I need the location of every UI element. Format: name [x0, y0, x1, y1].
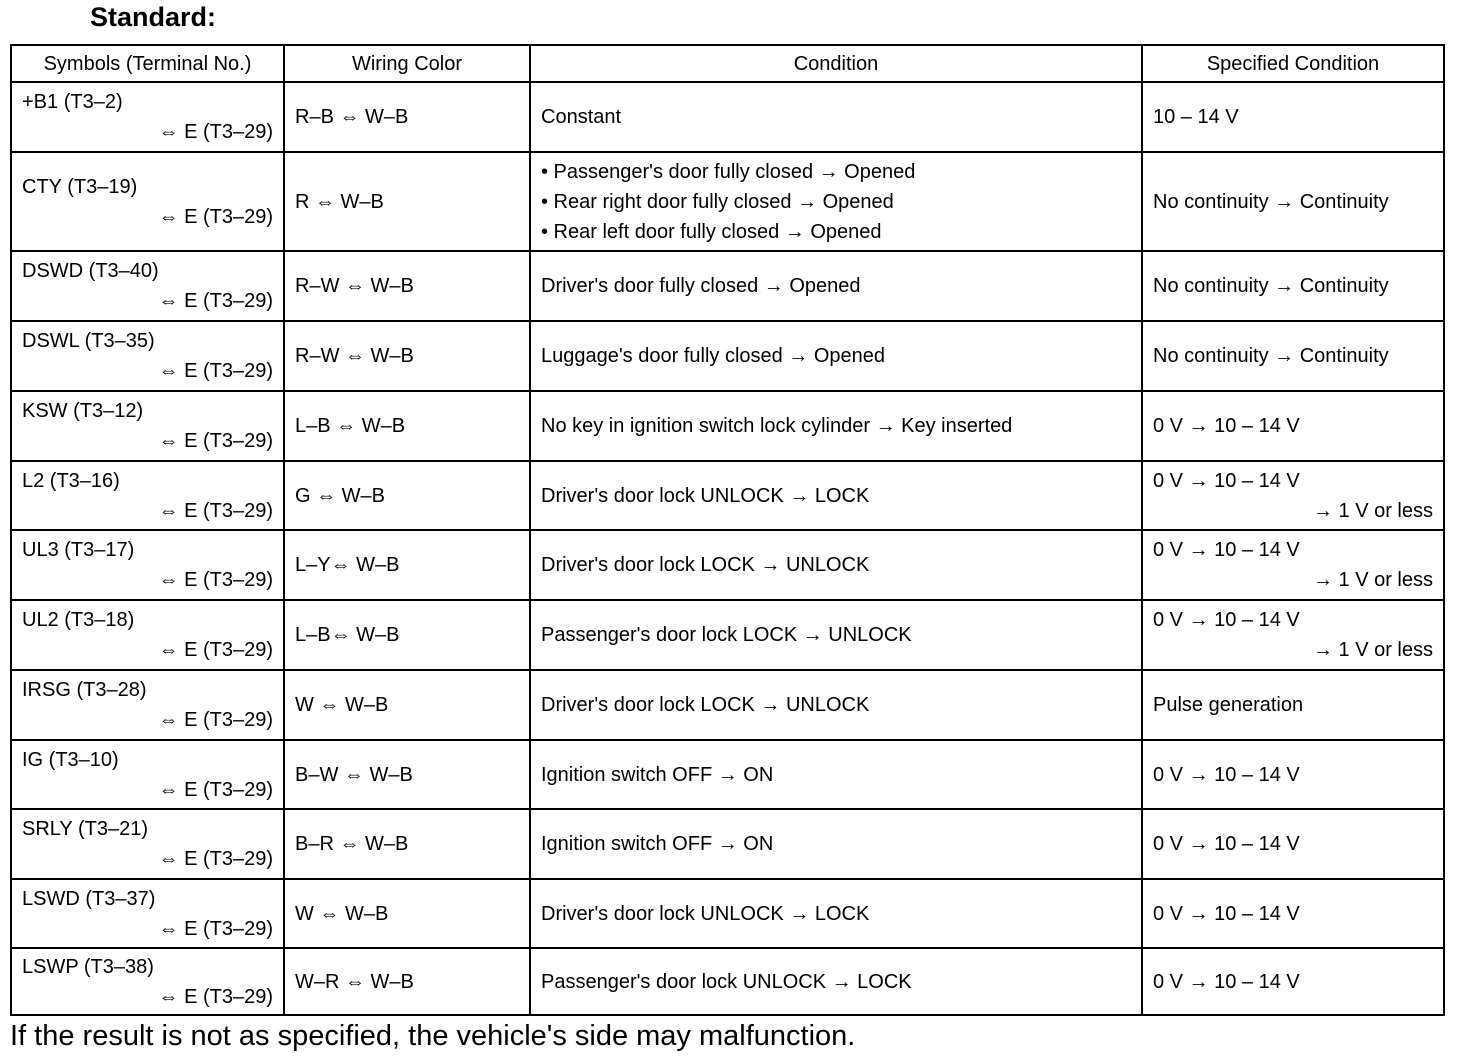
symbol-cell	[11, 152, 284, 251]
specified-condition-cell	[1142, 600, 1444, 670]
terminal-symbol: SRLY (T3–21)	[22, 818, 148, 840]
ground-terminal: ⇔ E (T3–29)	[158, 499, 273, 522]
wiring-color-cell: R–W ⇔ W–B	[284, 251, 530, 321]
condition-cell	[530, 740, 1142, 809]
condition-line: Luggage's door fully closed → Opened	[541, 345, 886, 367]
wiring-color-cell: R–B ⇔ W–B	[284, 82, 530, 152]
condition-cell	[530, 670, 1142, 740]
spec-line: 0 V → 10 – 14 V	[1153, 415, 1300, 437]
condition-cell	[530, 948, 1142, 1015]
symbol-cell	[11, 600, 284, 670]
wiring-color-cell: B–R ⇔ W–B	[284, 809, 530, 879]
table-row	[11, 879, 1444, 948]
symbol-cell	[11, 251, 284, 321]
terminal-symbol: UL3 (T3–17)	[22, 539, 135, 561]
ground-terminal: ⇔ E (T3–29)	[158, 290, 273, 312]
table-row	[11, 152, 1444, 251]
specified-condition-cell	[1142, 82, 1444, 152]
ground-terminal: ⇔ E (T3–29)	[158, 639, 273, 661]
table-row	[11, 670, 1444, 740]
spec-line: 0 V → 10 – 14 V	[1153, 833, 1300, 855]
ground-terminal: ⇔ E (T3–29)	[158, 430, 273, 452]
table-row	[11, 321, 1444, 391]
symbol-cell	[11, 948, 284, 1015]
terminal-symbol: UL2 (T3–18)	[22, 609, 135, 631]
condition-cell	[530, 152, 1142, 251]
spec-line: → 1 V or less	[1312, 569, 1433, 591]
specified-condition-cell	[1142, 809, 1444, 879]
table-header-row	[11, 45, 1444, 82]
spec-line: 0 V → 10 – 14 V	[1153, 469, 1300, 492]
terminal-symbol: LSWD (T3–37)	[22, 887, 156, 910]
condition-cell	[530, 251, 1142, 321]
wiring-color-cell: W ⇔ W–B	[284, 670, 530, 740]
condition-line: • Passenger's door fully closed → Opened	[541, 160, 916, 183]
specified-condition-cell	[1142, 152, 1444, 251]
terminal-symbol: DSWL (T3–35)	[22, 330, 155, 352]
condition-line: Driver's door lock UNLOCK → LOCK	[541, 902, 870, 925]
table-row	[11, 251, 1444, 321]
spec-line: No continuity → Continuity	[1153, 275, 1389, 297]
terminal-symbol: IRSG (T3–28)	[22, 679, 147, 701]
condition-line: No key in ignition switch lock cylinder → Key inserted	[541, 415, 1013, 437]
wiring-color-cell: R–W ⇔ W–B	[284, 321, 530, 391]
symbol-cell	[11, 461, 284, 530]
condition-line: Driver's door fully closed → Opened	[541, 275, 861, 297]
table-row	[11, 948, 1444, 1015]
wiring-color-cell: B–W ⇔ W–B	[284, 740, 530, 809]
condition-line: Driver's door lock UNLOCK → LOCK	[541, 484, 870, 507]
ground-terminal: ⇔ E (T3–29)	[158, 121, 273, 143]
ground-terminal: ⇔ E (T3–29)	[158, 709, 273, 731]
condition-cell	[530, 321, 1142, 391]
wiring-color-cell: L–B⇔ W–B	[284, 600, 530, 670]
terminal-symbol: DSWD (T3–40)	[22, 260, 159, 282]
terminal-symbol: KSW (T3–12)	[22, 400, 144, 422]
condition-line: Driver's door lock LOCK → UNLOCK	[541, 554, 870, 576]
condition-cell	[530, 809, 1142, 879]
table-row	[11, 82, 1444, 152]
terminal-symbol: +B1 (T3–2)	[22, 91, 123, 113]
condition-line: Passenger's door lock UNLOCK → LOCK	[541, 970, 912, 993]
specified-condition-cell	[1142, 251, 1444, 321]
condition-line: Driver's door lock LOCK → UNLOCK	[541, 694, 870, 716]
wiring-color-cell: W ⇔ W–B	[284, 879, 530, 948]
symbol-cell	[11, 879, 284, 948]
specified-condition-cell	[1142, 530, 1444, 600]
header-symbols: Symbols (Terminal No.)	[11, 45, 284, 82]
condition-cell	[530, 82, 1142, 152]
ground-terminal: ⇔ E (T3–29)	[158, 917, 273, 940]
symbol-cell	[11, 809, 284, 879]
specified-condition-cell	[1142, 461, 1444, 530]
ground-terminal: ⇔ E (T3–29)	[158, 778, 273, 801]
condition-line: Constant	[541, 106, 622, 128]
spec-line: → 1 V or less	[1312, 499, 1433, 522]
spec-line: 0 V → 10 – 14 V	[1153, 763, 1300, 786]
footnote: If the result is not as specified, the vehicle's side may malfunction.	[10, 1020, 856, 1052]
condition-line: Passenger's door lock LOCK → UNLOCK	[541, 624, 912, 646]
condition-cell	[530, 600, 1142, 670]
table-row	[11, 740, 1444, 809]
spec-line: 0 V → 10 – 14 V	[1153, 970, 1300, 993]
terminal-symbol: LSWP (T3–38)	[22, 955, 154, 978]
spec-line: 10 – 14 V	[1153, 106, 1239, 128]
section-title: Standard:	[90, 2, 217, 32]
symbol-cell	[11, 530, 284, 600]
condition-cell	[530, 530, 1142, 600]
symbol-cell	[11, 740, 284, 809]
condition-line: Ignition switch OFF → ON	[541, 833, 774, 855]
condition-cell	[530, 391, 1142, 461]
spec-line: → 1 V or less	[1312, 639, 1433, 661]
header-specified-condition: Specified Condition	[1142, 45, 1444, 82]
specified-condition-cell	[1142, 740, 1444, 809]
wiring-color-cell: L–B ⇔ W–B	[284, 391, 530, 461]
condition-cell	[530, 461, 1142, 530]
spec-line: 0 V → 10 – 14 V	[1153, 539, 1300, 561]
table-row	[11, 530, 1444, 600]
terminal-symbol: IG (T3–10)	[22, 748, 119, 771]
specified-condition-cell	[1142, 948, 1444, 1015]
wiring-color-cell: W–R ⇔ W–B	[284, 948, 530, 1015]
ground-terminal: ⇔ E (T3–29)	[158, 569, 273, 591]
table-row	[11, 461, 1444, 530]
terminal-symbol: CTY (T3–19)	[22, 175, 138, 198]
symbol-cell	[11, 391, 284, 461]
ground-terminal: ⇔ E (T3–29)	[158, 848, 273, 870]
table-row	[11, 600, 1444, 670]
table-row	[11, 809, 1444, 879]
condition-cell	[530, 879, 1142, 948]
wiring-color-cell: L–Y⇔ W–B	[284, 530, 530, 600]
header-condition: Condition	[530, 45, 1142, 82]
specified-condition-cell	[1142, 391, 1444, 461]
spec-line: 0 V → 10 – 14 V	[1153, 609, 1300, 631]
ground-terminal: ⇔ E (T3–29)	[158, 985, 273, 1008]
condition-line: • Rear right door fully closed → Opened	[541, 190, 894, 213]
symbol-cell	[11, 82, 284, 152]
condition-line: Ignition switch OFF → ON	[541, 763, 774, 786]
spec-line: No continuity → Continuity	[1153, 345, 1389, 367]
spec-line: No continuity → Continuity	[1153, 190, 1389, 213]
specified-condition-cell	[1142, 879, 1444, 948]
terminal-symbol: L2 (T3–16)	[22, 469, 120, 492]
ground-terminal: ⇔ E (T3–29)	[158, 205, 273, 228]
wiring-color-cell: G ⇔ W–B	[284, 461, 530, 530]
table-row	[11, 391, 1444, 461]
ground-terminal: ⇔ E (T3–29)	[158, 360, 273, 382]
terminal-standard-table	[10, 44, 1445, 1016]
wiring-color-cell: R ⇔ W–B	[284, 152, 530, 251]
symbol-cell	[11, 670, 284, 740]
spec-line: Pulse generation	[1153, 694, 1304, 716]
specified-condition-cell	[1142, 321, 1444, 391]
symbol-cell	[11, 321, 284, 391]
spec-line: 0 V → 10 – 14 V	[1153, 902, 1300, 925]
specified-condition-cell	[1142, 670, 1444, 740]
header-wiring-color: Wiring Color	[284, 45, 530, 82]
condition-line: • Rear left door fully closed → Opened	[541, 220, 882, 243]
